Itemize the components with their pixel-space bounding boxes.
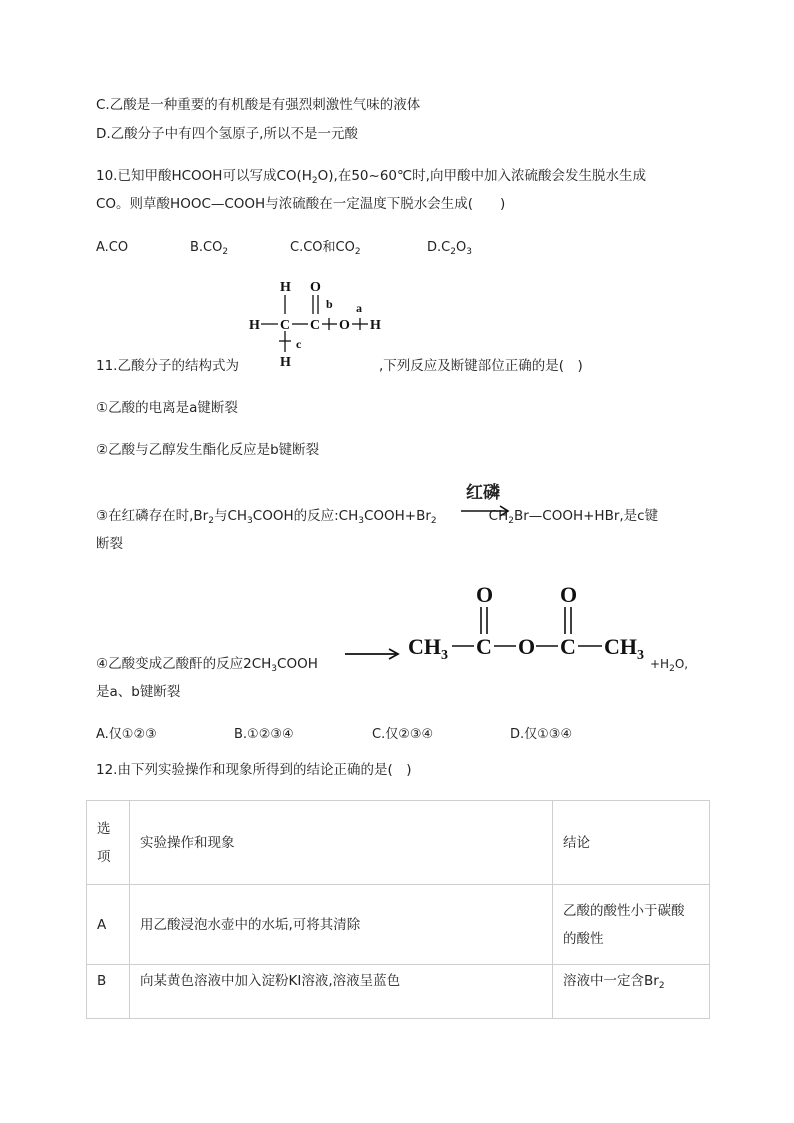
anhydride-o-top-left: O — [476, 582, 494, 607]
row-a-conclusion: 乙酸的酸性小于碳酸 的酸性 — [553, 885, 710, 965]
table-row — [87, 965, 710, 1019]
q10-text-line1: 10.已知甲酸HCOOH可以写成$CO(H_2O)$,在50~60℃时,向甲酸中加入浓硫酸会发生脱水生成 — [96, 168, 646, 186]
anhydride-c-left: C — [476, 634, 492, 659]
q10-option-b: $B.CO_2$ — [190, 240, 229, 257]
struct-c2: C — [310, 318, 321, 333]
struct-h-top: H — [280, 280, 291, 295]
anhydride-o-top-right: O — [560, 582, 578, 607]
row-a-option: A — [87, 885, 130, 965]
anhydride-c-right: C — [560, 634, 576, 659]
header-option: 选 项 — [87, 801, 130, 885]
struct-label-a: a — [356, 301, 362, 315]
struct-o-top: O — [310, 280, 321, 295]
option-d-line: D.乙酸分子中有四个氢原子,所以不是一元酸 — [96, 126, 358, 142]
struct-o-mid: O — [339, 318, 350, 333]
q11-item2: ②乙酸与乙醇发生酯化反应是b键断裂 — [96, 442, 320, 458]
q11-text: 11.乙酸分子的结构式为 ,下列反应及断键部位正确的是( ) — [96, 358, 583, 374]
header-operation: 实验操作和现象 — [130, 801, 553, 885]
option-c-line: C.乙酸是一种重要的有机酸是有强烈刺激性气味的液体 — [96, 97, 421, 113]
q11-option-d: D.仅①③④ — [510, 727, 573, 742]
struct-h-right: H — [370, 318, 381, 333]
q11-option-a: A.仅①②③ — [96, 727, 157, 742]
struct-c1: C — [280, 318, 291, 333]
q11-option-c: C.仅②③④ — [372, 727, 434, 742]
q11-item4-line2: 是a、b键断裂 — [96, 684, 181, 700]
header-conclusion: 结论 — [553, 801, 710, 885]
anhydride-ch3-right: $CH_3$ — [604, 634, 644, 663]
q11-item3-line2: 断裂 — [96, 536, 123, 552]
q10-option-a: A.CO — [96, 240, 129, 255]
struct-label-b: b — [326, 297, 333, 311]
row-b-conclusion: 溶液中一定含$Br_2$ — [553, 965, 710, 1019]
q10-text-line2: CO。则草酸HOOC—COOH与浓硫酸在一定温度下脱水会生成( ) — [96, 196, 506, 212]
q10-option-c: C.CO和$CO_2$ — [290, 240, 361, 257]
q11-item1: ①乙酸的电离是a键断裂 — [96, 400, 238, 416]
anhydride-ch3-left: $CH_3$ — [408, 634, 448, 663]
table-header-row — [87, 801, 710, 885]
struct-label-c: c — [296, 337, 302, 351]
anhydride-o-middle: O — [518, 634, 536, 659]
q12-text: 12.由下列实验操作和现象所得到的结论正确的是( ) — [96, 762, 412, 778]
q11-item4-tail: $+H_2O$, — [650, 657, 689, 674]
row-a-operation: 用乙酸浸泡水壶中的水垢,可将其清除 — [130, 885, 553, 965]
reaction-arrow-3 — [460, 505, 512, 517]
q10-option-d: $D.C_2O_3$ — [427, 240, 472, 257]
acetic-anhydride-structure — [404, 580, 650, 664]
row-b-operation: 向某黄色溶液中加入淀粉KI溶液,溶液呈蓝色 — [130, 965, 553, 1019]
reaction-arrow-4 — [344, 647, 402, 661]
q12-table — [86, 800, 710, 1019]
q11-item3: ③在红磷存在时$,Br_2$与$CH_3COOH$的反应$:CH_3COOH+Br_2$ $CH_2Br—COOH+HBr$,是c键 — [96, 508, 659, 526]
row-b-option: B — [87, 965, 130, 1019]
struct-h-bottom: H — [280, 355, 291, 370]
table-row — [87, 885, 710, 965]
q11-item4: ④乙酸变成乙酸酐的反应$2CH_3COOH$ — [96, 656, 318, 674]
red-phosphorus-label: 红磷 — [466, 483, 500, 503]
q11-option-b: B.①②③④ — [234, 727, 294, 742]
struct-h-left: H — [249, 318, 260, 333]
